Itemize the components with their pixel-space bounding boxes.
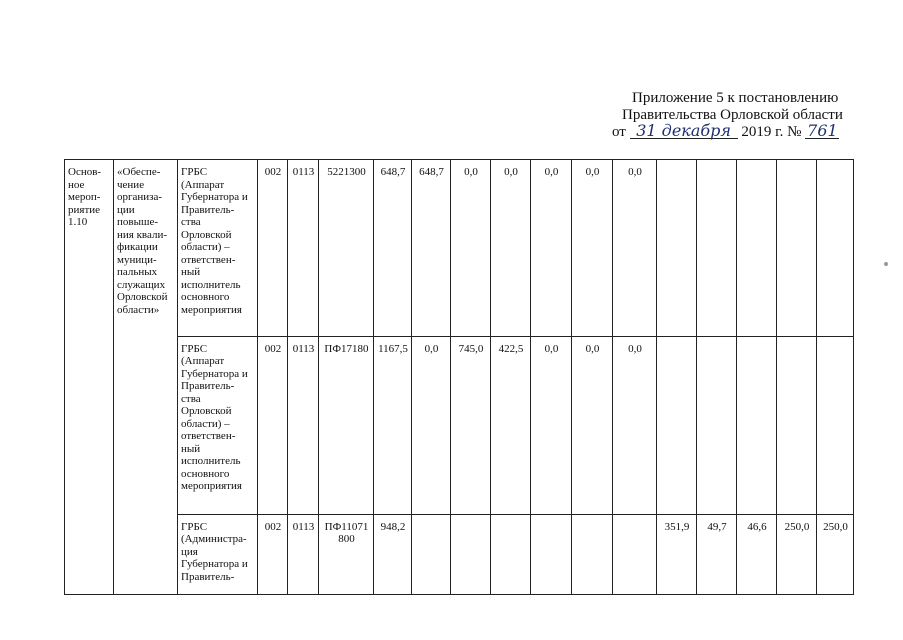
header-date-prefix: от <box>612 124 626 140</box>
value-cell: 0,0 <box>412 336 451 514</box>
grbs-cell: ГРБС (Аппарат Губернатора и Правитель- ства Орловской области) – ответствен- ный исполнитель основного мероприятия <box>178 160 258 337</box>
value-cell <box>657 160 697 337</box>
value-cell <box>412 514 451 594</box>
value-cell: 0,0 <box>613 336 657 514</box>
value-cell <box>613 514 657 594</box>
grbs-code-cell: 002 <box>258 336 288 514</box>
value-cell: 250,0 <box>817 514 854 594</box>
value-cell: 648,7 <box>412 160 451 337</box>
value-cell <box>737 336 777 514</box>
value-cell <box>737 160 777 337</box>
value-cell: 745,0 <box>451 336 491 514</box>
value-cell: 46,6 <box>737 514 777 594</box>
grbs-code-cell: 002 <box>258 160 288 337</box>
value-cell <box>451 514 491 594</box>
activity-name-cell: «Обеспе- чение организа- ции повыше- ния квали- фикации муници- пальных служащих Орловской области» <box>114 160 178 595</box>
table-row <box>65 160 854 337</box>
table-row <box>65 514 854 594</box>
value-cell <box>491 514 531 594</box>
target-article-cell: 5221300 <box>319 160 374 337</box>
value-cell <box>817 336 854 514</box>
value-cell <box>697 160 737 337</box>
header-authority: Правительства Орловской области <box>622 107 843 123</box>
value-cell: 0,0 <box>531 336 572 514</box>
value-cell: 0,0 <box>613 160 657 337</box>
section-code-cell: 0113 <box>288 514 319 594</box>
value-cell: 0,0 <box>572 160 613 337</box>
handwritten-date: 31 декабря <box>630 124 738 139</box>
value-cell <box>531 514 572 594</box>
value-cell <box>572 514 613 594</box>
target-article-cell: ПФ17180 <box>319 336 374 514</box>
grbs-code-cell: 002 <box>258 514 288 594</box>
grbs-cell: ГРБС (Аппарат Губернатора и Правитель- ства Орловской области) – ответствен- ный исполнитель основного мероприятия <box>178 336 258 514</box>
value-cell: 0,0 <box>491 160 531 337</box>
section-code-cell: 0113 <box>288 336 319 514</box>
value-cell <box>657 336 697 514</box>
value-cell: 0,0 <box>572 336 613 514</box>
value-cell <box>697 336 737 514</box>
section-code-cell: 0113 <box>288 160 319 337</box>
header-date-line <box>612 121 862 141</box>
value-cell: 0,0 <box>451 160 491 337</box>
value-cell <box>777 160 817 337</box>
value-cell <box>817 160 854 337</box>
value-cell: 422,5 <box>491 336 531 514</box>
value-cell: 648,7 <box>374 160 412 337</box>
value-cell: 49,7 <box>697 514 737 594</box>
scan-speck <box>884 262 888 266</box>
budget-table <box>64 159 854 595</box>
value-cell <box>777 336 817 514</box>
value-cell: 351,9 <box>657 514 697 594</box>
value-cell: 0,0 <box>531 160 572 337</box>
grbs-cell: ГРБС (Администра- ция Губернатора и Правитель- <box>178 514 258 594</box>
target-article-cell: ПФ11071 800 <box>319 514 374 594</box>
header-title: Приложение 5 к постановлению <box>632 90 839 106</box>
value-cell: 250,0 <box>777 514 817 594</box>
value-cell: 1167,5 <box>374 336 412 514</box>
value-cell: 948,2 <box>374 514 412 594</box>
table-row <box>65 336 854 514</box>
handwritten-number: 761 <box>807 121 838 140</box>
activity-number-cell: Основ- ное мероп- риятие 1.10 <box>65 160 114 595</box>
document-header <box>612 90 862 141</box>
header-year: 2019 г. № <box>741 124 802 140</box>
